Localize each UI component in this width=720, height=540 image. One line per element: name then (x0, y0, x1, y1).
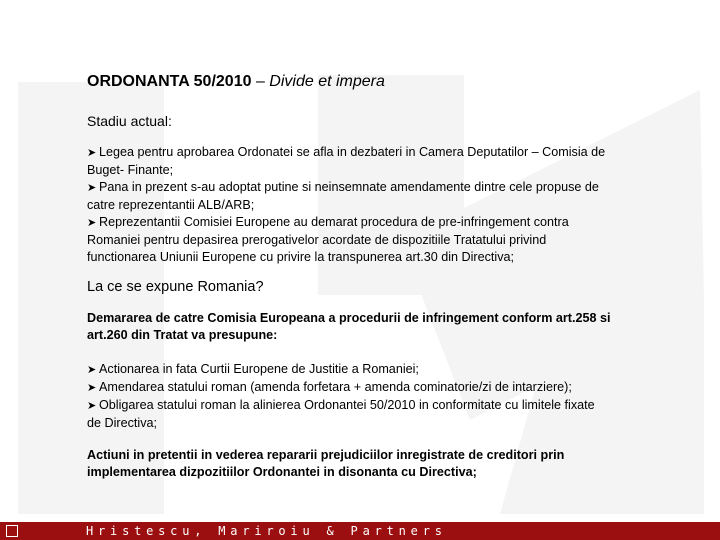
title-subtitle: Divide et impera (269, 73, 385, 90)
arrowhead-bullet-icon: ➤ (87, 382, 97, 394)
arrowhead-bullet-icon: ➤ (87, 400, 97, 412)
list-item (87, 397, 612, 432)
closing-statement: Actiuni in pretentii in vederea repararii prejudiciilor inregistrate de creditori prin implementarea dizpozitiilor Ordonantei in disonanta cu Directiva; (87, 448, 565, 479)
exposure-question-heading: La ce se expune Romania? (87, 279, 264, 295)
list-item (87, 144, 612, 179)
firm-logo-icon (6, 525, 18, 537)
page-title (87, 72, 612, 92)
list-item-text: Obligarea statului roman la alinierea Ordonantei 50/2010 in conformitate cu limitele fixate de Directiva; (87, 398, 595, 430)
current-stage-heading: Stadiu actual: (87, 113, 172, 129)
arrowhead-bullet-icon: ➤ (87, 147, 97, 159)
footer-bar (0, 522, 720, 540)
list-item-text: Legea pentru aprobarea Ordonatei se afla in dezbateri in Camera Deputatilor – Comisia de Buget- Finante; (87, 145, 606, 177)
list-item (87, 361, 612, 379)
infringement-intro: Demararea de catre Comisia Europeana a procedurii de infringement conform art.258 si art.260 din Tratat va presupune: (87, 311, 611, 342)
list-item (87, 179, 612, 214)
title-main: ORDONANTA 50/2010 (87, 73, 252, 90)
current-stage-list (87, 144, 612, 266)
arrowhead-bullet-icon: ➤ (87, 182, 97, 194)
list-item-text: Pana in prezent s-au adoptat putine si neinsemnate amendamente dintre cele propuse de catre reprezentantii ALB/ARB; (87, 180, 599, 212)
infringement-list (87, 361, 612, 432)
list-item (87, 214, 612, 266)
list-item-text: Actionarea in fata Curtii Europene de Justitie a Romaniei; (99, 362, 419, 376)
footer-firm-name: Hristescu, Mariroiu & Partners (86, 524, 447, 538)
slide-content (87, 72, 612, 481)
arrowhead-bullet-icon: ➤ (87, 217, 97, 229)
list-item-text: Amendarea statului roman (amenda forfetara + amenda cominatorie/zi de intarziere); (99, 380, 572, 394)
arrowhead-bullet-icon: ➤ (87, 364, 97, 376)
list-item (87, 379, 612, 397)
list-item-text: Reprezentantii Comisiei Europene au demarat procedura de pre-infringement contra Romaniei pentru depasirea prerogativelor acordate de dispozitiile Tratatului privind functionarea Uniunii Europene cu privire la transpunerea art.30 din Directiva; (87, 215, 569, 264)
title-separator: – (251, 73, 270, 90)
